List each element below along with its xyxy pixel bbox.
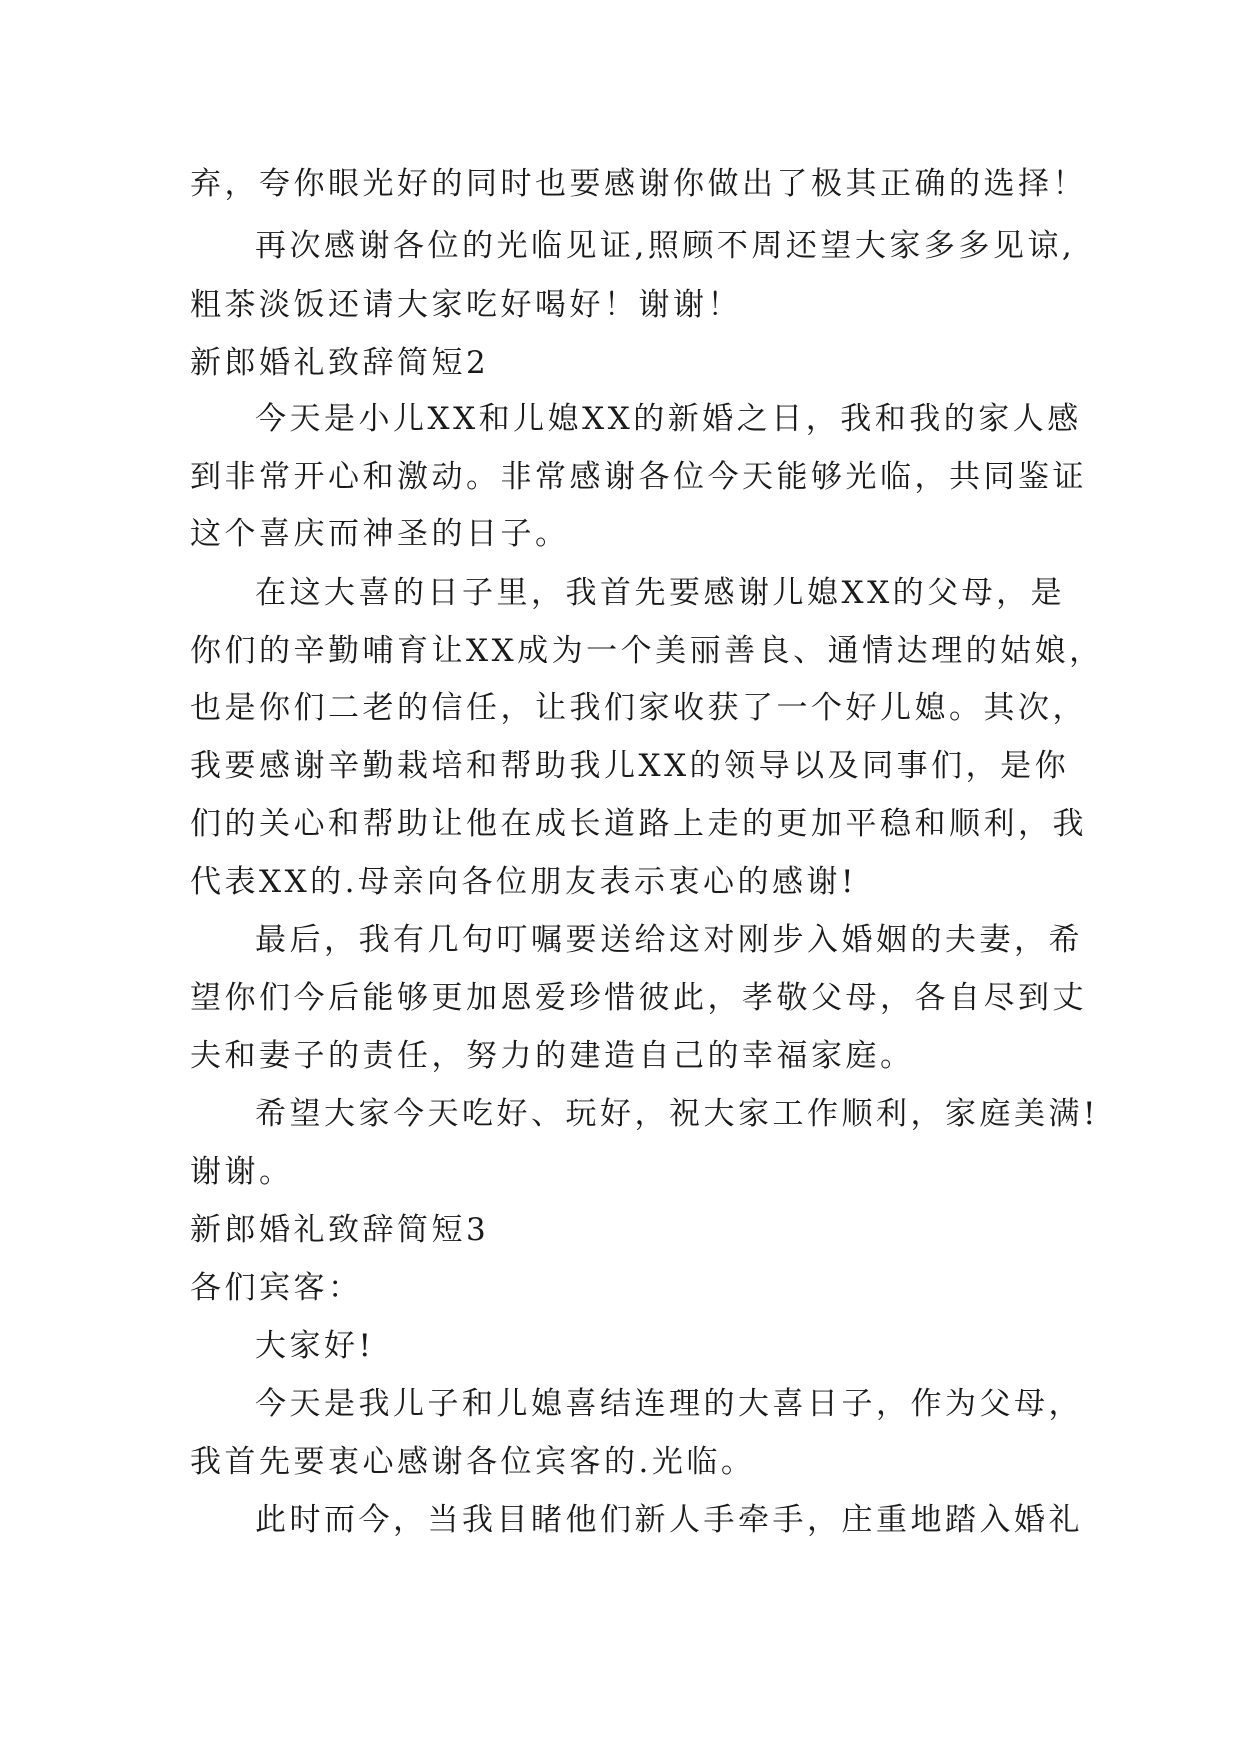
body-text-line: 粗茶淡饭还请大家吃好喝好！谢谢！ [190, 287, 742, 323]
body-text-line: 弃，夸你眼光好的同时也要感谢你做出了极其正确的选择！ [190, 166, 1087, 202]
section-heading: 新郎婚礼致辞简短3 [190, 1212, 490, 1248]
paragraph-first-line: 希望大家今天吃好、玩好，祝大家工作顺利，家庭美满! [255, 1096, 1099, 1132]
body-text-line: 代表XX的.母亲向各位朋友表示衷心的感谢! [190, 864, 857, 900]
body-text-line: 夫和妻子的责任，努力的建造自己的幸福家庭。 [190, 1038, 915, 1074]
paragraph-first-line: 此时而今，当我目睹他们新人手牵手，庄重地踏入婚礼 [255, 1502, 1083, 1538]
body-text-line: 我首先要衷心感谢各位宾客的.光临。 [190, 1444, 756, 1480]
body-text-line: 望你们今后能够更加恩爱珍惜彼此，孝敬父母，各自尽到丈 [190, 980, 1087, 1016]
paragraph-first-line: 最后，我有几句叮嘱要送给这对刚步入婚姻的夫妻，希 [255, 922, 1083, 958]
salutation: 各们宾客： [190, 1270, 363, 1306]
paragraph-first-line: 今天是小儿XX和儿媳XX的新婚之日，我和我的家人感 [255, 401, 1082, 437]
body-text-line: 谢谢。 [190, 1154, 294, 1190]
body-text-line: 们的关心和帮助让他在成长道路上走的更加平稳和顺利，我 [190, 806, 1087, 842]
greeting: 大家好! [255, 1328, 375, 1364]
paragraph-first-line: 再次感谢各位的光临见证,照顾不周还望大家多多见谅, [255, 228, 1076, 264]
paragraph-first-line: 今天是我儿子和儿媳喜结连理的大喜日子，作为父母， [255, 1386, 1083, 1422]
body-text-line: 到非常开心和激动。非常感谢各位今天能够光临，共同鉴证 [190, 459, 1087, 495]
body-text-line: 这个喜庆而神圣的日子。 [190, 516, 570, 552]
body-text-line: 我要感谢辛勤栽培和帮助我儿XX的领导以及同事们，是你 [190, 748, 1070, 784]
body-text-line: 也是你们二老的信任，让我们家收获了一个好儿媳。其次， [190, 690, 1087, 726]
paragraph-first-line: 在这大喜的日子里，我首先要感谢儿媳XX的父母，是 [255, 575, 1066, 611]
body-text-line: 你们的辛勤哺育让XX成为一个美丽善良、通情达理的姑娘， [190, 633, 1104, 669]
section-heading: 新郎婚礼致辞简短2 [190, 345, 490, 381]
